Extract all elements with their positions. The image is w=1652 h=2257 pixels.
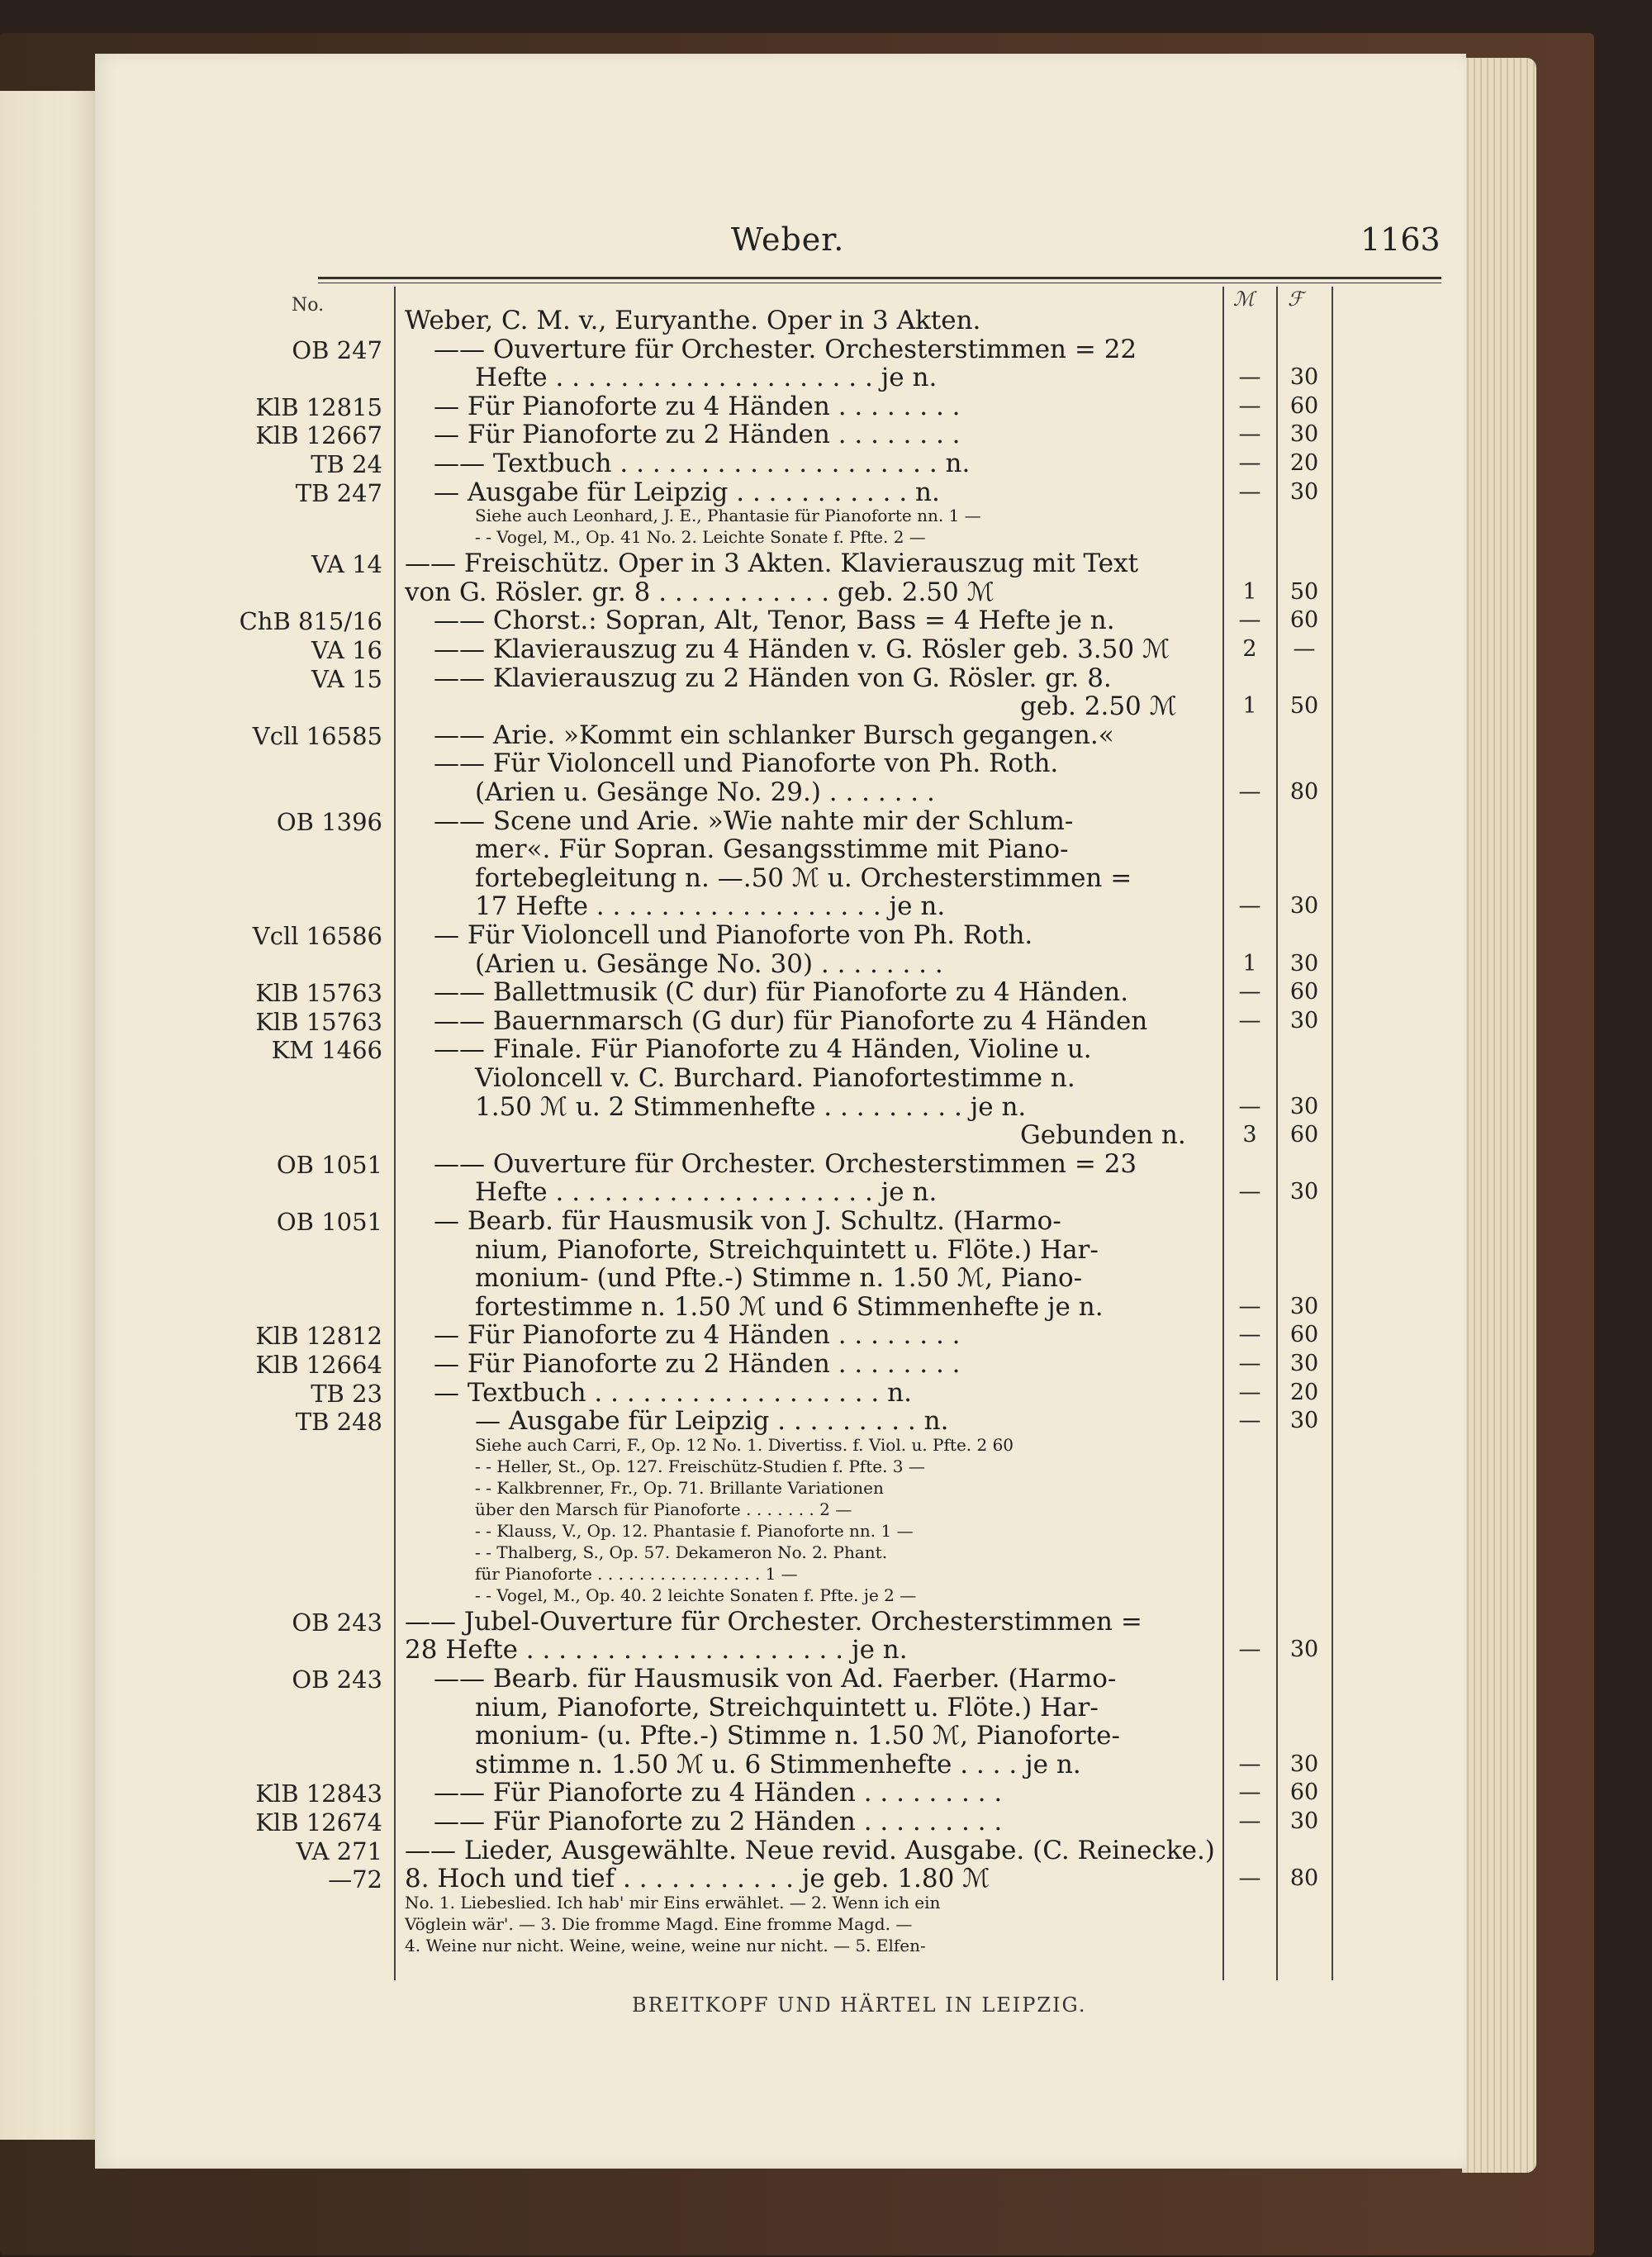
entry-text: 17 Hefte . . . . . . . . . . . . . . . . . . je n.	[475, 891, 946, 922]
entry-text: — Für Pianoforte zu 2 Händen . . . . . . . .	[434, 420, 961, 450]
price-mark: —	[1238, 1408, 1261, 1434]
entry-text: Siehe auch Leonhard, J. E., Phantasie für Pianoforte nn. 1 —	[475, 506, 981, 526]
catalog-number: TB 248	[295, 1408, 382, 1437]
entry-text: - - Vogel, M., Op. 40. 2 leichte Sonaten f. Pfte. je 2 —	[475, 1585, 917, 1605]
entry-text: mer«. Für Sopran. Gesangsstimme mit Piano-	[475, 834, 1069, 865]
page-number: 1163	[1360, 221, 1441, 258]
price-pfennig: 30	[1289, 1007, 1319, 1033]
price-pfennig: 60	[1289, 1122, 1319, 1148]
entry-text: Hefte . . . . . . . . . . . . . . . . . . . . je n.	[475, 1177, 938, 1208]
catalog-number: —72	[328, 1865, 382, 1894]
catalog-number: KM 1466	[271, 1036, 382, 1065]
catalog-number: VA 14	[311, 550, 382, 579]
catalog-number: TB 24	[311, 450, 382, 478]
entry-text: —— Klavierauszug zu 4 Händen v. G. Rösler geb. 3.50 ℳ	[434, 634, 1170, 664]
price-pfennig: 60	[1289, 607, 1319, 634]
price-pfennig: 60	[1289, 979, 1319, 1005]
catalog-number: OB 1396	[276, 807, 382, 836]
entry-text: —— Klavierauszug zu 2 Händen von G. Rösler. gr. 8.	[434, 663, 1112, 693]
entry-text: —— Für Violoncell und Pianoforte von Ph. Roth.	[434, 748, 1059, 779]
entry-text: 1.50 ℳ u. 2 Stimmenhefte . . . . . . . . . je n.	[475, 1091, 1027, 1122]
catalog-number: KlB 15763	[255, 979, 382, 1008]
entry-text: —— Ouverture für Orchester. Orchesterstimmen = 22	[434, 334, 1137, 364]
price-pfennig: 30	[1289, 1093, 1319, 1119]
price-mark: —	[1238, 1637, 1261, 1663]
price-mark: —	[1238, 1293, 1261, 1319]
price-pfennig: 60	[1289, 1779, 1319, 1806]
price-mark: —	[1238, 1179, 1261, 1205]
catalog-number: VA 16	[311, 636, 382, 664]
entry-text: stimme n. 1.50 ℳ u. 6 Stimmenhefte . . . . je n.	[475, 1749, 1081, 1779]
price-mark: 1	[1242, 578, 1257, 605]
entry-text: (Arien u. Gesänge No. 30) . . . . . . . .	[475, 948, 943, 979]
price-pfennig: 30	[1289, 1637, 1319, 1663]
price-mark: —	[1238, 779, 1261, 805]
entry-text: 4. Weine nur nicht. Weine, weine, weine nur nicht. — 5. Elfen-	[405, 1935, 926, 1955]
entry-text: (Arien u. Gesänge No. 29.) . . . . . . .	[475, 777, 935, 807]
price-pfennig: 50	[1289, 693, 1319, 720]
price-mark: —	[1238, 1751, 1261, 1777]
header-rule	[318, 277, 1441, 279]
price-mark: —	[1238, 478, 1261, 505]
price-pfennig: 80	[1289, 1865, 1319, 1892]
entry-text: - - Kalkbrenner, Fr., Op. 71. Brillante Variationen	[475, 1477, 884, 1498]
entry-text: von G. Rösler. gr. 8 . . . . . . . . . . . geb. 2.50 ℳ	[405, 577, 995, 607]
price-mark: —	[1238, 893, 1261, 919]
entry-text: fortestimme n. 1.50 ℳ und 6 Stimmenhefte je n.	[475, 1291, 1104, 1322]
price-pfennig: 30	[1289, 1179, 1319, 1205]
entry-text: — Für Pianoforte zu 2 Händen . . . . . . . .	[434, 1349, 961, 1379]
catalog-number: Vcll 16585	[252, 721, 382, 750]
entry-text: nium, Pianoforte, Streichquintett u. Flöte.) Har-	[475, 1234, 1099, 1265]
catalog-number: OB 243	[292, 1608, 382, 1637]
entry-text: Weber, C. M. v., Euryanthe. Oper in 3 Akten.	[405, 306, 981, 335]
price-mark: 3	[1242, 1122, 1257, 1148]
price-pfennig: 20	[1289, 450, 1319, 476]
entry-text: 8. Hoch und tief . . . . . . . . . . . je geb. 1.80 ℳ	[405, 1864, 990, 1894]
price-pfennig: 30	[1289, 1408, 1319, 1434]
entry-text: monium- (u. Pfte.-) Stimme n. 1.50 ℳ, Pianoforte-	[475, 1721, 1120, 1751]
entry-text: —— Jubel-Ouverture für Orchester. Orchesterstimmen =	[405, 1606, 1142, 1637]
catalog-number: Vcll 16586	[252, 922, 382, 950]
catalog-number: VA 15	[311, 664, 382, 693]
price-mark: —	[1238, 607, 1261, 634]
column-divider-mark	[1276, 287, 1278, 1980]
column-divider-text	[1222, 287, 1224, 1980]
price-mark: —	[1238, 1865, 1261, 1892]
entry-text: —— Freischütz. Oper in 3 Akten. Klavierauszug mit Text	[405, 549, 1139, 579]
price-mark: —	[1238, 1808, 1261, 1834]
price-mark: —	[1238, 421, 1261, 448]
price-pfennig: 60	[1289, 1322, 1319, 1348]
entry-text: - - Thalberg, S., Op. 57. Dekameron No. 2. Phant.	[475, 1542, 888, 1562]
price-mark: 2	[1242, 636, 1257, 662]
entry-text: —— Textbuch . . . . . . . . . . . . . . . . . . . . n.	[434, 449, 971, 478]
price-pfennig: 30	[1289, 1808, 1319, 1834]
entry-text: Hefte . . . . . . . . . . . . . . . . . . . . je n.	[475, 363, 938, 393]
price-pfennig: 30	[1289, 1293, 1319, 1319]
entry-text: für Pianoforte . . . . . . . . . . . . . . . . 1 —	[475, 1563, 798, 1584]
entry-text: — Bearb. für Hausmusik von J. Schultz. (Harmo-	[434, 1206, 1061, 1236]
entry-text: —— Scene und Arie. »Wie nahte mir der Schlum-	[434, 805, 1074, 836]
column-head-mark: ℳ	[1233, 287, 1255, 311]
entry-text: — Ausgabe für Leipzig . . . . . . . . . n.	[475, 1406, 949, 1437]
catalog-number: VA 271	[296, 1836, 382, 1865]
price-pfennig: 50	[1289, 578, 1319, 605]
entry-text: Violoncell v. C. Burchard. Pianofortestimme n.	[475, 1063, 1075, 1093]
entry-text: —— Lieder, Ausgewählte. Neue revid. Ausgabe. (C. Reinecke.)	[405, 1835, 1215, 1865]
entry-text: — Textbuch . . . . . . . . . . . . . . . . . . n.	[434, 1377, 912, 1408]
entry-text: - - Klauss, V., Op. 12. Phantasie f. Pianoforte nn. 1 —	[475, 1520, 914, 1541]
entry-text: —— Bearb. für Hausmusik von Ad. Faerber. (Harmo-	[434, 1664, 1117, 1694]
entry-text: Gebunden n.	[1020, 1120, 1186, 1151]
price-mark: —	[1238, 364, 1261, 391]
entry-text: —— Bauernmarsch (G dur) für Pianoforte zu 4 Händen	[434, 1005, 1148, 1036]
catalog-number: TB 23	[311, 1379, 382, 1408]
entry-text: —— Ouverture für Orchester. Orchesterstimmen = 23	[434, 1148, 1137, 1179]
entry-text: über den Marsch für Pianoforte . . . . . . . 2 —	[475, 1499, 852, 1519]
catalog-number: ChB 815/16	[239, 607, 382, 636]
price-pfennig: 30	[1289, 1751, 1319, 1777]
entry-text: —— Finale. Für Pianoforte zu 4 Händen, Violine u.	[434, 1034, 1092, 1065]
price-mark: —	[1238, 1322, 1261, 1348]
left-page-edge	[0, 91, 99, 2140]
price-mark: —	[1238, 450, 1261, 476]
entry-text: - - Heller, St., Op. 127. Freischütz-Studien f. Pfte. 3 —	[475, 1456, 925, 1476]
catalog-number: KlB 12812	[255, 1322, 382, 1351]
price-mark: —	[1238, 392, 1261, 419]
price-pfennig: 30	[1289, 421, 1319, 448]
entry-text: —— Arie. »Kommt ein schlanker Bursch gegangen.«	[434, 720, 1114, 750]
publisher-footer: BREITKOPF UND HÄRTEL IN LEIPZIG.	[632, 1993, 1087, 2017]
column-head-no: No.	[292, 295, 325, 316]
catalog-number: OB 1051	[276, 1150, 382, 1179]
entry-text: — Ausgabe für Leipzig . . . . . . . . . . . n.	[434, 477, 940, 507]
price-mark: —	[1238, 1379, 1261, 1405]
entry-text: fortebegleitung n. —.50 ℳ u. Orchesterstimmen =	[475, 862, 1132, 893]
catalog-number: OB 243	[292, 1665, 382, 1694]
entry-text: nium, Pianoforte, Streichquintett u. Flöte.) Har-	[475, 1692, 1099, 1722]
price-pfennig: —	[1293, 636, 1316, 662]
entry-text: — Für Violoncell und Pianoforte von Ph. Roth.	[434, 920, 1033, 950]
price-mark: —	[1238, 1351, 1261, 1376]
entry-text: monium- (und Pfte.-) Stimme n. 1.50 ℳ, Piano-	[475, 1263, 1083, 1294]
catalog-number: KlB 12667	[255, 421, 382, 450]
entry-text: — Für Pianoforte zu 4 Händen . . . . . . . .	[434, 1320, 961, 1351]
column-divider-pfennig	[1332, 287, 1333, 1980]
entry-text: —— Ballettmusik (C dur) für Pianoforte zu 4 Händen.	[434, 977, 1129, 1008]
entry-text: —— Chorst.: Sopran, Alt, Tenor, Bass = 4 Hefte je n.	[434, 606, 1115, 636]
price-mark: —	[1238, 1779, 1261, 1806]
catalog-number: OB 247	[292, 335, 382, 364]
catalog-number: TB 247	[295, 478, 382, 507]
catalog-number: KlB 12674	[255, 1808, 382, 1836]
price-pfennig: 20	[1289, 1379, 1319, 1405]
catalog-number: OB 1051	[276, 1208, 382, 1236]
entry-text: —— Für Pianoforte zu 4 Händen . . . . . . . . .	[434, 1778, 1003, 1808]
price-mark: —	[1238, 1007, 1261, 1033]
catalog-number: KlB 12664	[255, 1351, 382, 1379]
entry-text: No. 1. Liebeslied. Ich hab' mir Eins erwählet. — 2. Wenn ich ein	[405, 1892, 941, 1913]
catalog-number: KlB 12843	[255, 1779, 382, 1808]
entry-text: 28 Hefte . . . . . . . . . . . . . . . . . . . . je n.	[405, 1635, 908, 1665]
price-mark: —	[1238, 979, 1261, 1005]
entry-text: — Für Pianoforte zu 4 Händen . . . . . . . .	[434, 391, 961, 421]
catalog-number: KlB 15763	[255, 1007, 382, 1036]
price-pfennig: 30	[1289, 364, 1319, 391]
price-pfennig: 30	[1289, 1351, 1319, 1376]
catalog-number: KlB 12815	[255, 392, 382, 421]
entry-text: Siehe auch Carri, F., Op. 12 No. 1. Divertiss. f. Viol. u. Pfte. 2 60	[475, 1434, 1014, 1455]
price-mark: —	[1238, 1093, 1261, 1119]
price-pfennig: 30	[1289, 478, 1319, 505]
catalog-page	[95, 54, 1466, 2169]
entry-text: Vöglein wär'. — 3. Die fromme Magd. Eine fromme Magd. —	[405, 1913, 913, 1934]
column-head-pfennig: ℱ	[1288, 287, 1303, 311]
entry-text: —— Für Pianoforte zu 2 Händen . . . . . . . . .	[434, 1807, 1003, 1836]
column-divider-no	[394, 287, 396, 1980]
entry-text: - - Vogel, M., Op. 41 No. 2. Leichte Sonate f. Pfte. 2 —	[475, 527, 926, 548]
price-pfennig: 60	[1289, 392, 1319, 419]
price-pfennig: 30	[1289, 893, 1319, 919]
running-header: Weber.	[731, 221, 845, 258]
entry-text: geb. 2.50 ℳ	[1020, 691, 1177, 722]
page-stack-edge	[1462, 58, 1536, 2173]
price-mark: 1	[1242, 950, 1257, 976]
price-mark: 1	[1242, 693, 1257, 720]
price-pfennig: 30	[1289, 950, 1319, 976]
price-pfennig: 80	[1289, 779, 1319, 805]
